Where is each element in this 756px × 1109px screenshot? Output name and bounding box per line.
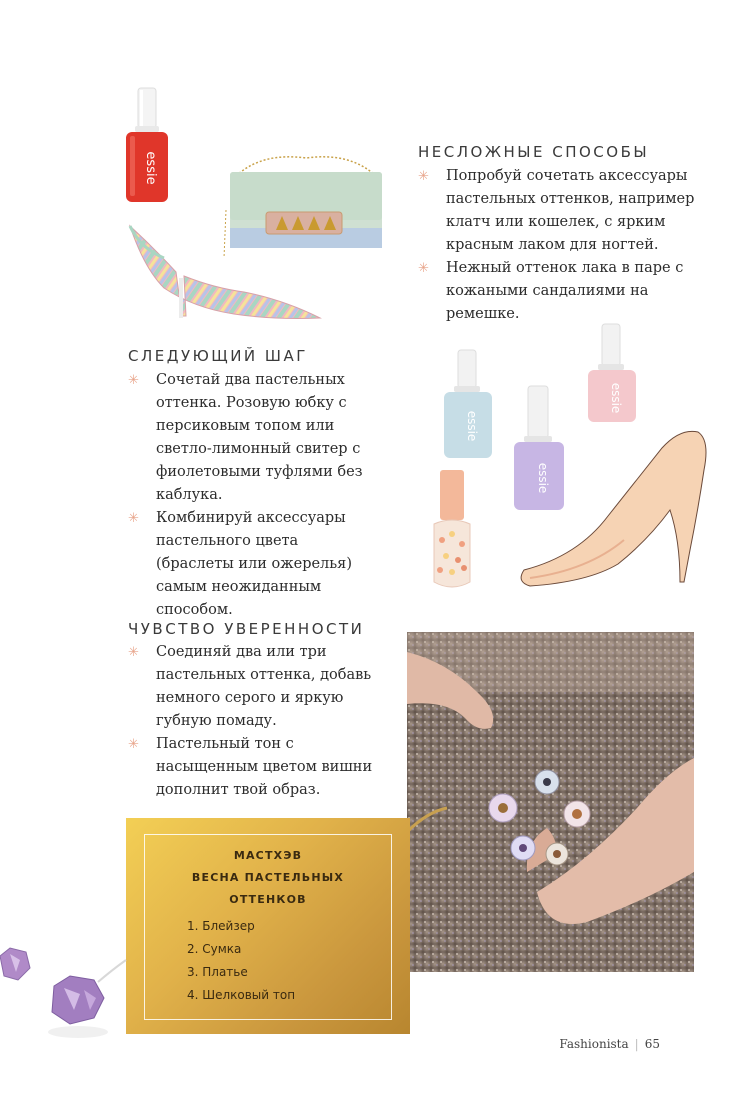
list-item: 4. Шелковый топ bbox=[187, 988, 296, 1002]
musthave-title bbox=[145, 835, 391, 911]
svg-text:essie: essie bbox=[536, 462, 550, 494]
section-next-list bbox=[128, 369, 378, 622]
star-bullet-icon: ✳ bbox=[128, 511, 139, 526]
musthave-title-line: МАСТХЭВ bbox=[233, 849, 303, 862]
star-bullet-icon: ✳ bbox=[128, 737, 139, 752]
bottle-label: essie bbox=[143, 151, 158, 185]
musthave-box bbox=[126, 818, 410, 1034]
musthave-frame bbox=[144, 834, 392, 1020]
list-item: ✳ Пастельный тон с насыщенным цветом вишни дополнит твой образ. bbox=[128, 733, 400, 802]
star-bullet-icon: ✳ bbox=[418, 261, 429, 276]
magazine-brand: Fashionista bbox=[559, 1037, 629, 1051]
list-item: ✳ Сочетай два пастельных оттенка. Розовую юбку с персиковым топом или светло-лимонный свитер с фиолетовыми туфлями без каблука. bbox=[128, 369, 378, 507]
sequin-hands-photo bbox=[407, 632, 694, 972]
star-bullet-icon: ✳ bbox=[128, 645, 139, 660]
red-polish-bottle-image bbox=[122, 86, 172, 206]
section-confidence-heading: ЧУВСТВО УВЕРЕННОСТИ bbox=[128, 620, 365, 638]
section-confidence-list bbox=[128, 641, 400, 802]
section-next-heading: СЛЕДУЮЩИЙ ШАГ bbox=[128, 347, 308, 365]
page-number: 65 bbox=[644, 1037, 660, 1051]
list-item: 2. Сумка bbox=[187, 942, 242, 956]
striped-slingback-shoe-image bbox=[124, 218, 324, 322]
section-simple-list bbox=[418, 165, 698, 326]
svg-text:essie: essie bbox=[609, 382, 623, 414]
list-item: 3. Платье bbox=[187, 965, 248, 979]
page-footer bbox=[559, 1037, 660, 1051]
list-item: ✳ Соединяй два или три пастельных оттенка, добавь немного серого и яркую губную помаду. bbox=[128, 641, 400, 733]
svg-text:essie: essie bbox=[465, 410, 479, 442]
list-item: ✳ Комбинируй аксессуары пастельного цвета (браслеты или ожерелья) самым неожиданным способом. bbox=[128, 507, 378, 622]
list-item: ✳ Нежный оттенок лака в паре с кожаными сандалиями на ремешке. bbox=[418, 257, 698, 326]
star-bullet-icon: ✳ bbox=[128, 373, 139, 388]
footer-divider: | bbox=[634, 1037, 639, 1051]
list-item: ✳ Попробуй сочетать аксессуары пастельных оттенков, например клатч или кошелек, с ярким красным лаком для ногтей. bbox=[418, 165, 698, 257]
section-simple-heading: НЕСЛОЖНЫЕ СПОСОБЫ bbox=[418, 143, 650, 161]
musthave-title-line: ВЕСНА ПАСТЕЛЬНЫХ bbox=[191, 871, 345, 884]
pastel-polishes-image bbox=[418, 320, 718, 600]
musthave-list bbox=[187, 915, 391, 1007]
list-item: 1. Блейзер bbox=[187, 919, 255, 933]
musthave-title-line: ОТТЕНКОВ bbox=[229, 893, 307, 906]
star-bullet-icon: ✳ bbox=[418, 169, 429, 184]
amethyst-crystals-image bbox=[0, 946, 132, 1042]
